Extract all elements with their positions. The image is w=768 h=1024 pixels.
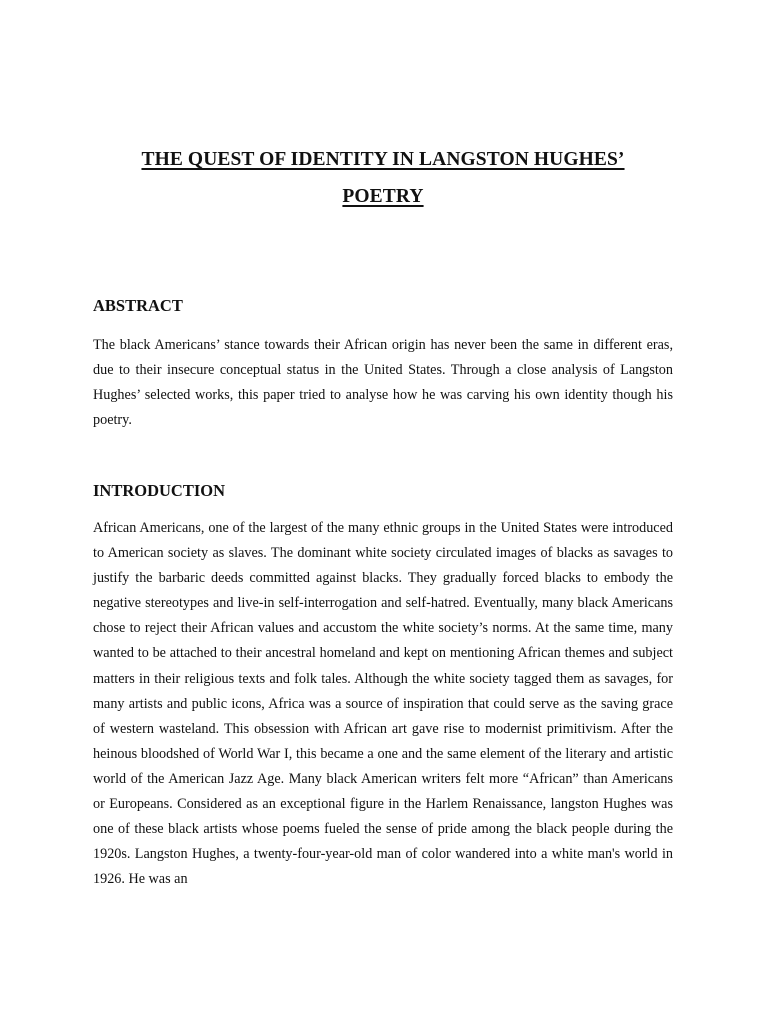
paper-title-line-2: POETRY xyxy=(342,186,424,207)
abstract-paragraph: The black Americans’ stance towards their African origin has never been the same in different eras, due to their insecure conceptual status in the United States. Through a close analysis of Langston Hughes’ selected works, this paper tried to analyse how he was carving his own identity though his poetry. xyxy=(93,337,673,429)
introduction-heading: INTRODUCTION xyxy=(93,481,226,500)
introduction-paragraph: African Americans, one of the largest of the many ethnic groups in the United States were introduced to American society as slaves. The dominant white society circulated images of blacks as savages to justify the barbaric deeds committed against blacks. They gradually forced blacks to embody the negative stereotypes and live-in self-interrogation and self-hatred. Eventually, many black Americans chose to reject their African values and accustom the white society’s norms. At the same time, many wanted to be attached to their ancestral homeland and kept on mentioning African themes and subject matters in their religious texts and folk tales. Although the white society tagged them as savages, for many artists and public icons, Africa was a source of inspiration that could serve as the saving grace of western wasteland. This obsession with African art gave rise to modernist primitivism. After the heinous bloodshed of World War I, this became a one and the same element of the literary and artistic world of the American Jazz Age. Many black American writers felt more “African” than Americans or Europeans. Considered as an exceptional figure in the Harlem Renaissance, langston Hughes was one of these black artists whose poems fueled the sense of pride among the black people during the 1920s. Langston Hughes, a twenty-four-year-old man of color wandered into a white man's world in 1926. He was an xyxy=(93,520,673,888)
paper-title xyxy=(93,141,673,215)
abstract-heading: ABSTRACT xyxy=(93,296,183,315)
paper-title-line-1: THE QUEST OF IDENTITY IN LANGSTON HUGHES’ xyxy=(141,149,625,170)
